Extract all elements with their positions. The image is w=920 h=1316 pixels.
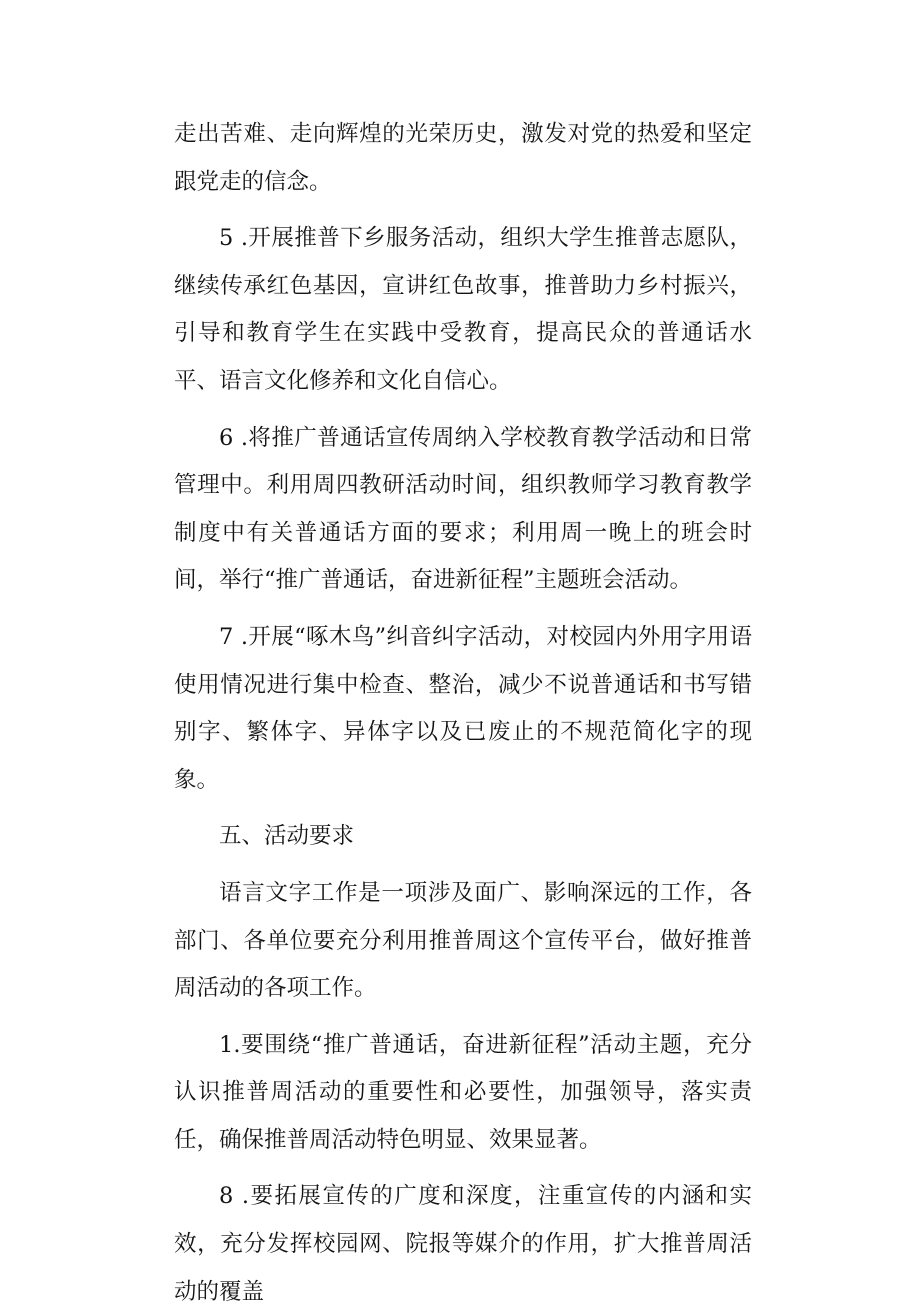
section-heading-activity-requirements: 五、活动要求: [219, 823, 355, 850]
paragraph-requirement-1: 1.要围绕“推广普通话，奋进新征程”活动主题，充分认识推普周活动的重要性和必要性，加强领导，落实责任，确保推普周活动特色明显、效果显著。: [174, 1031, 752, 1153]
paragraph-continuation: 走出苦难、走向辉煌的光荣历史，激发对党的热爱和坚定跟党走的信念。: [174, 121, 752, 195]
paragraph-item-5: 5 .开展推普下乡服务活动，组织大学生推普志愿队，继续传承红色基因，宣讲红色故事，推普助力乡村振兴，引导和教育学生在实践中受教育，提高民众的普通话水平、语言文化修养和文化自信心。: [174, 225, 752, 394]
paragraph-requirements-intro: 语言文字工作是一项涉及面广、影响深远的工作，各部门、各单位要充分利用推普周这个宣传平台，做好推普周活动的各项工作。: [174, 879, 752, 1002]
paragraph-item-7: 7 .开展“啄木鸟”纠音纠字活动，对校园内外用字用语使用情况进行集中检查、整治，减少不说普通话和书写错别字、繁体字、异体字以及已废止的不规范简化字的现象。: [174, 623, 752, 793]
paragraph-requirement-8: 8 .要拓展宣传的广度和深度，注重宣传的内涵和实效，充分发挥校园网、院报等媒介的作用，扩大推普周活动的覆盖: [174, 1183, 752, 1305]
paragraph-item-6: 6 .将推广普通话宣传周纳入学校教育教学活动和日常管理中。利用周四教研活动时间，组织教师学习教育教学制度中有关普通话方面的要求；利用周一晚上的班会时间，举行“推广普通话，奋进新征程”主题班会活动。: [174, 424, 752, 594]
document-body: [174, 111, 752, 1316]
